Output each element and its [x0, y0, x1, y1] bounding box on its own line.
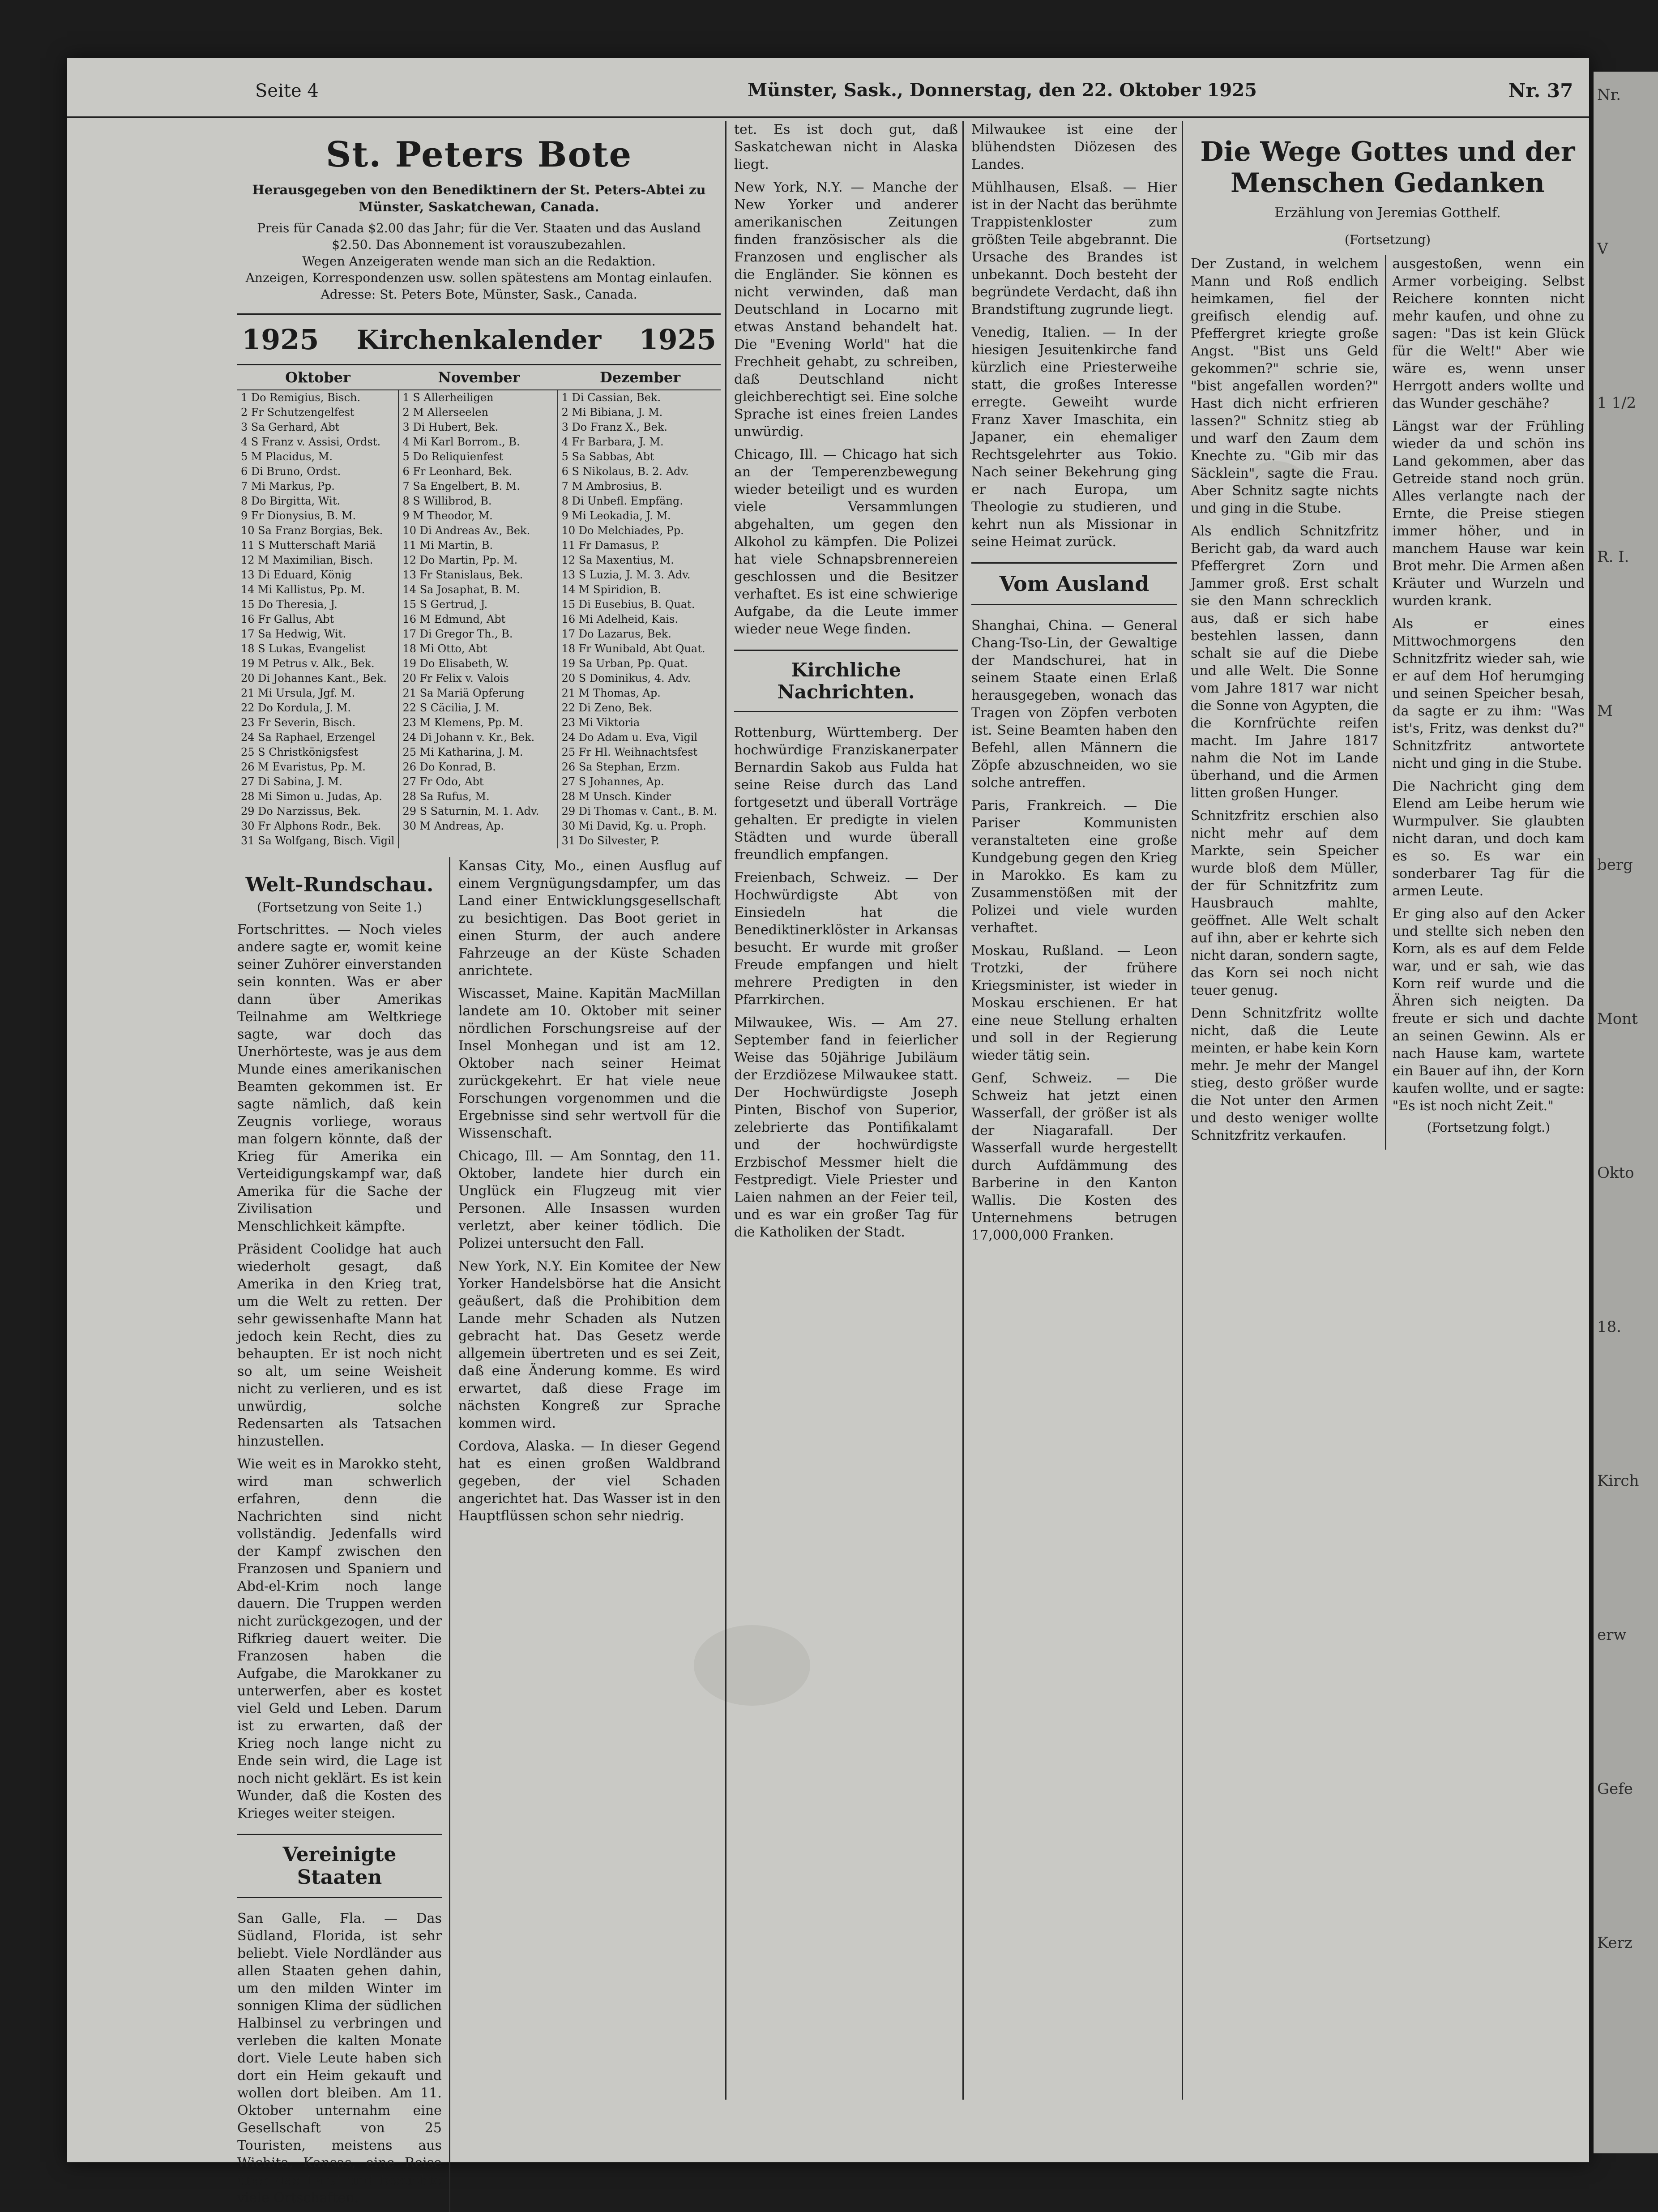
- month-november: November: [438, 369, 520, 386]
- calendar-day: 20 S Dominikus, 4. Adv.: [561, 672, 691, 685]
- calendar-day: 8 Do Birgitta, Wit.: [241, 495, 341, 507]
- calendar-day: 9 Fr Dionysius, B. M.: [241, 509, 356, 522]
- calendar-day: 10 Sa Franz Borgias, Bek.: [241, 524, 383, 537]
- calendar-day: 4 Fr Barbara, J. M.: [561, 436, 664, 448]
- edge-snippet: 18.: [1597, 1318, 1622, 1336]
- column-rule: [962, 121, 964, 2100]
- story-paragraph: Denn Schnitzfritz wollte nicht, daß die Leute meinten, er habe kein Korn mehr. Je mehr der Mangel stieg, desto größer wurde die Not unter den Armen und desto weniger wollte Schnitzfritz verkaufen.: [1191, 1005, 1379, 1143]
- column-3: [734, 121, 958, 2100]
- article-paragraph: Fortschrittes. — Noch vieles andere sagte er, womit keine seiner Zuhörer einverstanden sein konnten. Was er aber dann über Amerikas Teilnahme am Weltkriege sagte, war doch das Unerhörteste, was je aus dem Munde eines amerikanischen Beamten gekommen ist. Er sagte nämlich, daß kein Zeugnis vorliege, woraus man folgern könnte, daß der Krieg für Amerika ein Verteidigungskampf war, daß Amerika für die Sache der Zivilisation und Menschlichkeit kämpfte.: [237, 922, 442, 1234]
- column-4: [971, 121, 1177, 2100]
- article-paragraph: Wie weit es in Marokko steht, wird man schwerlich erfahren, denn die Nachrichten sind nicht vollständig. Jedenfalls wird der Kampf zwischen den Franzosen und Spaniern und Abd-el-Krim noch lange dauern. Die Truppen werden nicht zurückgezogen, und der Rifkrieg dauert weiter. Die Franzosen haben die Aufgabe, die Marokkaner zu unterwerfen, aber es kostet viel Geld und Leben. Darum ist zu erwarten, daß der Krieg noch lange nicht zu Ende sein wird, die Lage ist noch nicht geklärt. Es ist kein Wunder, daß die Kosten des Krieges weiter steigen.: [237, 1456, 442, 1821]
- edge-snippet: Kerz: [1597, 1934, 1632, 1952]
- calendar-day: 11 S Mutterschaft Mariä: [241, 539, 376, 552]
- calendar-day: 21 Sa Mariä Opferung: [402, 687, 525, 699]
- welt-column: [237, 857, 450, 2212]
- article-paragraph: Kansas City, Mo., einen Ausflug auf einem Vergnügungsdampfer, um das Land einer Entwicklungsgesellschaft zu besichtigen. Das Boot geriet in einen Sturm, der auch andere Fahrzeuge an der Küste Schaden anrichtete.: [458, 858, 721, 979]
- article-paragraph: Chicago, Ill. — Am Sonntag, den 11. Oktober, landete hier durch ein Unglück ein Flugzeug mit vier Personen. Alle Insassen wurden verletzt, aber keiner tödlich. Die Polizei untersucht den Fall.: [458, 1148, 721, 1251]
- calendar-day: 17 Do Lazarus, Bek.: [561, 628, 671, 640]
- calendar-day: 15 Di Eusebius, B. Quat.: [561, 598, 695, 611]
- calendar-day: 17 Di Gregor Th., B.: [402, 628, 513, 640]
- calendar-day: 7 M Ambrosius, B.: [561, 480, 662, 492]
- calendar-day: 18 S Lukas, Evangelist: [241, 642, 365, 655]
- page-number: Seite 4: [255, 81, 319, 101]
- calendar-header: [237, 313, 721, 365]
- calendar-day: 20 Fr Felix v. Valois: [402, 672, 509, 685]
- edge-snippet: erw: [1597, 1626, 1627, 1644]
- edge-snippet: 1 1/2: [1597, 394, 1637, 412]
- calendar-day: 28 Sa Rufus, M.: [402, 790, 490, 803]
- calendar-day: 19 Do Elisabeth, W.: [402, 657, 509, 670]
- calendar-day: 31 Sa Wolfgang, Bisch. Vigil: [241, 834, 395, 847]
- calendar-day: 27 Di Sabina, J. M.: [241, 775, 342, 788]
- calendar-day: 20 Di Johannes Kant., Bek.: [241, 672, 387, 685]
- calendar-day: 2 M Allerseelen: [402, 406, 488, 419]
- masthead-price: Preis für Canada $2.00 das Jahr; für die Ver. Staaten und das Ausland $2.50. Das Abonnement ist vorauszubezahlen.: [257, 221, 701, 252]
- article-paragraph: Cordova, Alaska. — In dieser Gegend hat es einen großen Waldbrand gegeben, der viel Schaden angerichtet hat. Das Wasser ist in den Hauptflüssen schon sehr niedrig.: [458, 1438, 721, 1524]
- calendar-day: 15 Do Theresia, J.: [241, 598, 338, 611]
- calendar-day: 2 Mi Bibiana, J. M.: [561, 406, 663, 419]
- calendar-day: 29 Do Narzissus, Bek.: [241, 805, 361, 817]
- welt-body: [237, 921, 442, 1822]
- calendar-day: 28 M Unsch. Kinder: [561, 790, 671, 803]
- story-paragraph: Schnitzfritz erschien also nicht mehr auf dem Markte, sein Speicher wurde bloß dem Müller, der für Schnitzfritz zum Hausbrauch mahlte, geöffnet. Alle Welt schalt auf ihn, aber er kehrte sich nicht daran, sondern sagte, das Korn sei noch nicht teuer genug.: [1191, 808, 1379, 998]
- calendar-day: 18 Mi Otto, Abt: [402, 642, 487, 655]
- calendar-day: 29 Di Thomas v. Cant., B. M.: [561, 805, 717, 817]
- calendar-day: 24 Do Adam u. Eva, Vigil: [561, 731, 698, 744]
- calendar-day: 22 Di Zeno, Bek.: [561, 702, 653, 714]
- edge-snippet: V: [1597, 240, 1608, 258]
- calendar-day: 30 M Andreas, Ap.: [402, 820, 504, 832]
- masthead-title: St. Peters Bote: [325, 134, 632, 175]
- article-paragraph: New York, N.Y. — Manche der New Yorker und anderer amerikanischen Zeitungen finden französischer als die Franzosen und englischer als die Engländer. Sie können es nicht verwinden, daß man Deutschland in Locarno mit etwas Anstand behandelt hat. Die "Evening World" hat die Frechheit gehabt, zu schreiben, daß Deutschland nicht gleichberechtigt sei. Eine solche Sprache ist eines freien Landes unwürdig.: [734, 180, 958, 440]
- calendar-day: 11 Mi Martin, B.: [402, 539, 493, 552]
- calendar-day: 23 Mi Viktoria: [561, 716, 640, 729]
- story-paragraph: Er ging also auf den Acker und stellte sich neben den Korn, als es auf dem Felde war, und er sah, wie das Korn reif wurde und die Ähren sich neigten. Da freute er sich und dachte an seinen Gewinn. Als er nach Hause kam, wartete ein Bauer auf ihn, der Korn kaufen wollte, und er sagte: "Es ist noch nicht Zeit.": [1392, 906, 1585, 1114]
- article-paragraph: Rottenburg, Württemberg. Der hochwürdige Franziskanerpater Bernardin Sakob aus Fulda hat seine Reise durch das Land fortgesetzt und überall Vorträge gehalten. Er predigte in vielen Städten und wurde überall freundlich empfangen.: [734, 725, 958, 863]
- calendar-day: 14 Mi Kallistus, Pp. M.: [241, 583, 365, 596]
- calendar-day: 31 Do Silvester, P.: [561, 834, 659, 847]
- newspaper-page: [67, 58, 1589, 2206]
- calendar-day: 4 S Franz v. Assisi, Ordst.: [241, 436, 381, 448]
- masthead-deadline: Anzeigen, Korrespondenzen usw. sollen spätestens am Montag einlaufen.: [245, 270, 713, 285]
- calendar-day: 1 S Allerheiligen: [402, 391, 494, 404]
- masthead-notice: Wegen Anzeigeraten wende man sich an die Redaktion.: [302, 254, 656, 269]
- story-paragraph: Der Zustand, in welchem Mann und Roß endlich heimkamen, fiel der greifisch elendig auf. Pfeffergret kriegte große Angst. "Bist uns Geld gekommen?" schrie sie, "bist angefallen worden?" Hast dich nicht erfrieren lassen?" Schnitz stieg ab und warf den Zaum dem Knechte zu. "Gib mir das Säcklein", sagte die Frau. Aber Schnitz sagte nichts und ging in die Stube.: [1191, 256, 1379, 516]
- article-paragraph: Freienbach, Schweiz. — Der Hochwürdigste Abt von Einsiedeln hat die Benediktinerklöster in Arkansas besucht. Er wurde mit großer Freude empfangen und hielt mehrere Predigten in den Pfarrkirchen.: [734, 870, 958, 1008]
- kn-title: Kirchliche Nachrichten.: [777, 659, 915, 703]
- next-page-edge: [1594, 72, 1658, 2153]
- calendar-day: 25 S Christkönigsfest: [241, 746, 359, 758]
- calendar-day: 8 S Willibrod, B.: [402, 495, 492, 507]
- calendar-day: 25 Fr Hl. Weihnachtsfest: [561, 746, 698, 758]
- calendar-day: 24 Di Johann v. Kr., Bek.: [402, 731, 535, 744]
- article-paragraph: Genf, Schweiz. — Die Schweiz hat jetzt einen Wasserfall, der größer ist als der Niagarafall. Der Wasserfall wurde hergestellt durch Aufdämmung des Barberine in den Kanton Wallis. Die Kosten des Unternehmens betrugen 17,000,000 Franken.: [971, 1070, 1177, 1243]
- story-col-b: [1393, 255, 1585, 1115]
- article-paragraph: Chicago, Ill. — Chicago hat sich an der Temperenzbewegung wieder beteiligt und es wurden viele Versammlungen abgehalten, um gegen den Alkohol zu kämpfen. Die Polizei hat viele Schnapsbrennereien geschlossen und die Besitzer verhaftet. Es ist eine schwierige Aufgabe, da die Leute immer wieder neue Wege finden.: [734, 447, 958, 637]
- story-col-b-wrap: [1386, 255, 1585, 1150]
- edge-snippet: Kirch: [1597, 1472, 1639, 1490]
- calendar-day: 14 M Spiridion, B.: [561, 583, 662, 596]
- calendar-grid: [237, 390, 721, 848]
- calendar-day: 18 Fr Wunibald, Abt Quat.: [561, 642, 705, 655]
- calendar-day: 5 Do Reliquienfest: [402, 450, 504, 463]
- calendar-day: 3 Sa Gerhard, Abt: [241, 421, 340, 433]
- calendar-day: 12 Sa Maxentius, M.: [561, 554, 674, 566]
- calendar-day: 19 M Petrus v. Alk., Bek.: [241, 657, 375, 670]
- article-paragraph: New York, N.Y. Ein Komitee der New Yorker Handelsbörse hat die Ansicht geäußert, daß die Prohibition dem Lande mehr Schaden als Nutzen gebracht hat. Das Gesetz werde allgemein übertreten und es sei Zeit, daß eine Änderung komme. Es wird erwartet, daß diese Frage im nächsten Kongreß zur Sprache kommen wird.: [458, 1258, 721, 1431]
- va-title: Vom Ausland: [999, 572, 1149, 596]
- calendar-day: 27 S Johannes, Ap.: [561, 775, 664, 788]
- article-paragraph: Shanghai, China. — General Chang-Tso-Lin, der Gewaltige der Mandschurei, hat in seinem Staate einen Erlaß herausgegeben, wonach das Tragen von Zöpfen verboten ist. Seine Beamten haben den Befehl, allen Männern die Zöpfe abzuschneiden, wo sie solche antreffen.: [971, 618, 1177, 791]
- calendar-title: Kirchenkalender: [356, 324, 602, 355]
- calendar-day: 16 M Edmund, Abt: [402, 613, 506, 625]
- calendar-day: 12 M Maximilian, Bisch.: [241, 554, 373, 566]
- calendar-day: 4 Mi Karl Borrom., B.: [402, 436, 520, 448]
- calendar-day: 16 Mi Adelheid, Kais.: [561, 613, 679, 625]
- calendar-day: 19 Sa Urban, Pp. Quat.: [561, 657, 688, 670]
- edge-snippet: R. I.: [1597, 548, 1629, 566]
- calendar-day: 9 Mi Leokadia, J. M.: [561, 509, 671, 522]
- story-col-a: [1191, 255, 1386, 1150]
- calendar-day: 11 Fr Damasus, P.: [561, 539, 660, 552]
- calendar-day: 28 Mi Simon u. Judas, Ap.: [241, 790, 382, 803]
- calendar-day: 2 Fr Schutzengelfest: [241, 406, 355, 419]
- calendar-day: 27 Fr Odo, Abt: [402, 775, 484, 788]
- welt-title: Welt-Rundschau.: [245, 873, 434, 896]
- calendar-day: 13 Di Eduard, König: [241, 569, 352, 581]
- calendar-day: 29 S Saturnin, M. 1. Adv.: [402, 805, 539, 817]
- calendar-day: 5 M Placidus, M.: [241, 450, 333, 463]
- story-title: Die Wege Gottes und der Menschen Gedanken: [1200, 136, 1575, 199]
- calendar-year-right: 1925: [639, 323, 716, 356]
- calendar-day: 6 Fr Leonhard, Bek.: [402, 465, 513, 478]
- calendar-day: 22 Do Kordula, J. M.: [241, 702, 351, 714]
- article-paragraph: Milwaukee, Wis. — Am 27. September fand in feierlicher Weise das 50jährige Jubiläum der Erzdiözese Milwaukee statt. Der Hochwürdigste Joseph Pinten, Bischof von Superior, zelebrierte das Pontifikalamt und der hochwürdigste Erzbischof Messmer hielt die Festpredigt. Viele Priester und Laien nahmen an der Feier teil, und es war ein großer Tag für die Katholiken der Stadt.: [734, 1015, 958, 1240]
- calendar-day: 21 M Thomas, Ap.: [561, 687, 661, 699]
- calendar-day: 16 Fr Gallus, Abt: [241, 613, 334, 625]
- story-paragraph: Längst war der Frühling wieder da und schön ins Land gekommen, aber das Getreide stand noch grün. Alles verlangte nach der Ernte, die Preise stiegen immer höher, und in manchem Hause war kein Brot mehr. Die Armen aßen Kräuter und Wurzeln und wurden krank.: [1392, 419, 1585, 609]
- month-december: Dezember: [599, 369, 681, 386]
- calendar-day: 6 Di Bruno, Ordst.: [241, 465, 341, 478]
- calendar-day: 10 Di Andreas Av., Bek.: [402, 524, 530, 537]
- article-paragraph: tet. Es ist doch gut, daß Saskatchewan nicht in Alaska liegt.: [734, 122, 958, 172]
- column-4-top: [971, 121, 1177, 551]
- article-paragraph: Paris, Frankreich. — Die Pariser Kommunisten veranstalteten eine große Kundgebung gegen den Krieg in Marokko. Es kam zu Zusammenstößen mit der Polizei und viele wurden verhaftet.: [971, 798, 1177, 936]
- ausland-body: [971, 617, 1177, 1244]
- edge-snippet: M: [1597, 702, 1613, 720]
- article-paragraph: Mühlhausen, Elsaß. — Hier ist in der Nacht das berühmte Trappistenkloster zum größten Teile abgebrannt. Die Ursache des Brandes ist unbekannt. Doch besteht der begründete Verdacht, daß ihn Brandstiftung zugrunde liegt.: [971, 180, 1177, 317]
- calendar-day: 26 Sa Stephan, Erzm.: [561, 761, 680, 773]
- calendar-day: 7 Sa Engelbert, B. M.: [402, 480, 520, 492]
- calendar-col-december: [558, 390, 721, 848]
- article-paragraph: San Galle, Fla. — Das Südland, Florida, ist sehr beliebt. Viele Nordländer aus allen Staaten gehen dahin, um den milden Winter im sonnigen Klima der südlichen Halbinsel zu verbringen und verleben die kalten Monate dort. Viele Leute haben sich dort ein Heim gekauft und wollen dort bleiben. Am 11. Oktober unternahm eine Gesellschaft von 25 Touristen, meistens aus Wichita, Kansas, eine Reise über das Land und besuchte viele Ortschaften.: [237, 1911, 442, 2206]
- calendar-day: 24 Sa Raphael, Erzengel: [241, 731, 376, 744]
- column-1: [237, 121, 721, 2206]
- story-paragraph: ausgestoßen, wenn ein Armer vorbeiging. Selbst Reichere konnten nicht mehr kaufen, und ohne zu sagen: "Das ist kein Glück für die Welt!" Aber wie wäre es, wenn unser Herrgott anders wollte und das Wunder geschähe?: [1392, 256, 1585, 411]
- article-paragraph: Moskau, Rußland. — Leon Trotzki, der frühere Kriegsminister, ist wieder in Moskau erschienen. Er hat eine neue Stellung erhalten und soll in der Regierung wieder tätig sein.: [971, 943, 1177, 1063]
- edge-snippet: Gefe: [1597, 1780, 1633, 1798]
- welt-cont: (Fortsetzung von Seite 1.): [257, 900, 422, 915]
- calendar-day: 12 Do Martin, Pp. M.: [402, 554, 518, 566]
- calendar-day: 26 M Evaristus, Pp. M.: [241, 761, 366, 773]
- calendar-day: 23 Fr Severin, Bisch.: [241, 716, 356, 729]
- story-paragraph: Als endlich Schnitzfritz Bericht gab, da ward auch Pfeffergret Zorn und Jammer groß. Erst schalt sie den Mann schrecklich aus, daß er sich habe bestehlen lassen, dann schalt sie auf die Diebe und alle Welt. Die Sonne vom Jahre 1817 war nicht die Sonne von Agypten, die die Kornfrüchte reifen macht. Im Jahre 1817 nahm die Not im Lande überhand, und die Armen litten großen Hunger.: [1191, 523, 1379, 801]
- masthead-subtitle: Herausgegeben von den Benediktinern der St. Peters-Abtei zu Münster, Saskatchewan, Canada.: [252, 182, 706, 214]
- edge-text: [1597, 85, 1658, 1953]
- calendar-day: 13 Fr Stanislaus, Bek.: [402, 569, 523, 581]
- calendar-day: 5 Sa Sabbas, Abt: [561, 450, 654, 463]
- column-2-body: [450, 857, 721, 2212]
- calendar-day: 30 Mi David, Kg. u. Proph.: [561, 820, 706, 832]
- calendar-day: 30 Fr Alphons Rodr., Bek.: [241, 820, 381, 832]
- edge-snippet: berg: [1597, 856, 1633, 874]
- story-author: Erzählung von Jeremias Gotthelf.: [1274, 205, 1501, 221]
- calendar-day: 14 Sa Josaphat, B. M.: [402, 583, 520, 596]
- calendar-day: 7 Mi Markus, Pp.: [241, 480, 335, 492]
- calendar-day: 1 Di Cassian, Bek.: [561, 391, 661, 404]
- calendar-day: 8 Di Unbefl. Empfäng.: [561, 495, 683, 507]
- story-paragraph: Die Nachricht ging dem Elend am Leibe herum wie Wurmpulver. Sie glaubten nicht daran, und doch kam es so. Es war ein sonderbarer Tag für die armen Leute.: [1392, 779, 1585, 899]
- dateline: Münster, Sask., Donnerstag, den 22. Oktober 1925: [748, 80, 1257, 101]
- column-3-top: [734, 121, 958, 638]
- vs-body: [237, 1910, 442, 2207]
- calendar-day: 3 Di Hubert, Bek.: [402, 421, 499, 433]
- calendar-day: 23 M Klemens, Pp. M.: [402, 716, 523, 729]
- calendar-year-left: 1925: [242, 323, 319, 356]
- calendar-day: 13 S Luzia, J. M. 3. Adv.: [561, 569, 691, 581]
- calendar-day: 21 Mi Ursula, Jgf. M.: [241, 687, 355, 699]
- edge-snippet: Okto: [1597, 1164, 1634, 1182]
- month-october: Oktober: [285, 369, 350, 386]
- calendar-day: 9 M Theodor, M.: [402, 509, 493, 522]
- kirchliche-body: [734, 724, 958, 1241]
- calendar-day: 22 S Cäcilia, J. M.: [402, 702, 500, 714]
- page-header: [67, 67, 1589, 118]
- vs-title: Vereinigte Staaten: [282, 1843, 397, 1889]
- edge-snippet: Nr.: [1597, 86, 1621, 104]
- article-paragraph: Wiscasset, Maine. Kapitän MacMillan landete am 10. Oktober mit seiner nördlichen Forschungsreise auf der Insel Monhegan und ist am 12. Oktober nach seiner Heimat zurückgekehrt. Er hat viele neue Forschungen vorgenommen und die Ergebnisse sind sehr wertvoll für die Wissenschaft.: [458, 986, 721, 1141]
- column-rule: [1182, 121, 1183, 2100]
- column-rule: [725, 121, 726, 2100]
- calendar-day: 10 Do Melchiades, Pp.: [561, 524, 684, 537]
- calendar-col-november: [399, 390, 558, 848]
- story-paragraph: Als er eines Mittwochmorgens den Schnitzfritz wieder sah, wie er auf dem Hof herumging und seinen Speicher besah, da sagte er zu ihm: "Was ist's, Fritz, was denkst du?" Schnitzfritz antwortete nicht und ging in die Stube.: [1392, 616, 1585, 771]
- story-end: (Fortsetzung folgt.): [1427, 1120, 1550, 1135]
- calendar-day: 1 Do Remigius, Bisch.: [241, 391, 361, 404]
- article-paragraph: Venedig, Italien. — In der hiesigen Jesuitenkirche fand kürzlich eine Priesterweihe statt, die großes Interesse erregte. Geweiht wurde Franz Xaver Imaschita, ein Japaner, ein ehemaliger Rechtsgelehrter aus Tokio. Nach seiner Bekehrung ging er nach Europa, um Theologie zu studieren, und kehrt nun als Missionar in seine Heimat zurück.: [971, 325, 1177, 550]
- calendar-day: 6 S Nikolaus, B. 2. Adv.: [561, 465, 689, 478]
- calendar-day: 25 Mi Katharina, J. M.: [402, 746, 523, 758]
- calendar-day: 3 Do Franz X., Bek.: [561, 421, 667, 433]
- story-section: [1191, 121, 1585, 2100]
- calendar-col-october: [237, 390, 399, 848]
- edge-snippet: Mont: [1597, 1010, 1638, 1028]
- calendar-day: 17 Sa Hedwig, Wit.: [241, 628, 346, 640]
- article-paragraph: Milwaukee ist eine der blühendsten Diözesen des Landes.: [971, 122, 1177, 172]
- story-cont: (Fortsetzung): [1344, 232, 1431, 247]
- masthead-address: Adresse: St. Peters Bote, Münster, Sask., Canada.: [320, 287, 637, 302]
- calendar-day: 15 S Gertrud, J.: [402, 598, 488, 611]
- article-paragraph: Präsident Coolidge hat auch wiederholt gesagt, daß Amerika in den Krieg trat, um die Welt zu retten. Der sehr gewissenhafte Mann hat jedoch kein Recht, dies zu behaupten. Er ist noch nicht so alt, um seine Weisheit nicht zu verlieren, und es ist unwürdig, solche Redensarten als Tatsachen hinzustellen.: [237, 1241, 442, 1449]
- issue-number: Nr. 37: [1508, 80, 1573, 102]
- calendar-day: 26 Do Konrad, B.: [402, 761, 496, 773]
- calendar-months: [237, 365, 721, 390]
